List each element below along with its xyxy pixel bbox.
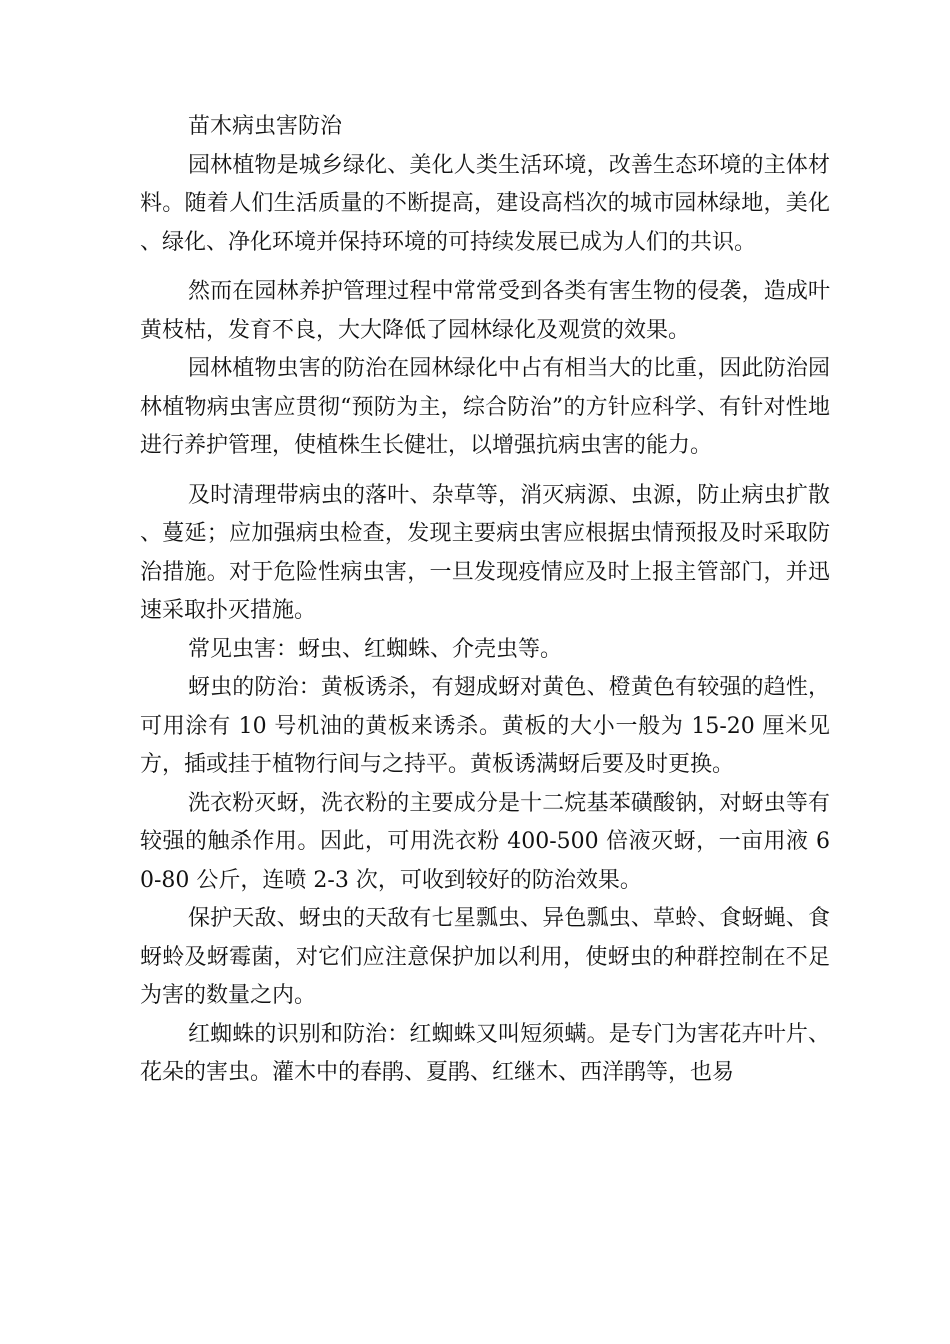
paragraph-pest-damage: 然而在园林养护管理过程中常常受到各类有害生物的侵袭，造成叶黄枝枯，发育不良，大大降低了园林绿化及观赏的效果。 (140, 279, 830, 343)
paragraph-aphid-yellow-board: 蚜虫的防治：黄板诱杀，有翅成蚜对黄色、橙黄色有较强的趋性，可用涂有 10 号机油的黄板来诱杀。黄板的大小一般为 15-20 厘米见方，插或挂于植物行间与之持平。黄板诱满蚜后要及时更换。 (140, 675, 830, 777)
paragraph-common-pests: 常见虫害：蚜虫、红蜘蛛、介壳虫等。 (188, 636, 563, 662)
document-title: 苗木病虫害防治 (188, 114, 343, 139)
paragraph-natural-enemies: 保护天敌、蚜虫的天敌有七星瓢虫、异色瓢虫、草蛉、食蚜蝇、食蚜蛉及蚜霉菌，对它们应注意保护加以利用，使蚜虫的种群控制在不足为害的数量之内。 (140, 906, 830, 1008)
paragraph-intro: 园林植物是城乡绿化、美化人类生活环境，改善生态环境的主体材料。随着人们生活质量的不断提高，建设高档次的城市园林绿地，美化、绿化、净化环境并保持环境的可持续发展已成为人们的共识。 (140, 152, 830, 255)
paragraph-aphid-detergent: 洗衣粉灭蚜，洗衣粉的主要成分是十二烷基苯磺酸钠，对蚜虫等有较强的触杀作用。因此，可用洗衣粉 400-500 倍液灭蚜，一亩用液 60-80 公斤，连喷 2-3 次，可收到较好的防治效果。 (140, 790, 830, 893)
document-body (140, 108, 830, 1093)
paragraph-prevention-policy: 园林植物虫害的防治在园林绿化中占有相当大的比重，因此防治园林植物病虫害应贯彻“预防为主，综合防治”的方针应科学、有针对性地进行养护管理，使植株生长健壮，以增强抗病虫害的能力。 (140, 356, 830, 458)
paragraph-red-spider: 红蜘蛛的识别和防治：红蜘蛛又叫短须螨。是专门为害花卉叶片、花朵的害虫。灌木中的春鹃、夏鹃、红继木、西洋鹃等，也易 (140, 1021, 830, 1085)
paragraph-cleanup: 及时清理带病虫的落叶、杂草等，消灭病源、虫源，防止病虫扩散、蔓延；应加强病虫检查，发现主要病虫害应根据虫情预报及时采取防治措施。对于危险性病虫害，一旦发现疫情应及时上报主管部门，并迅速采取扑灭措施。 (140, 482, 830, 623)
